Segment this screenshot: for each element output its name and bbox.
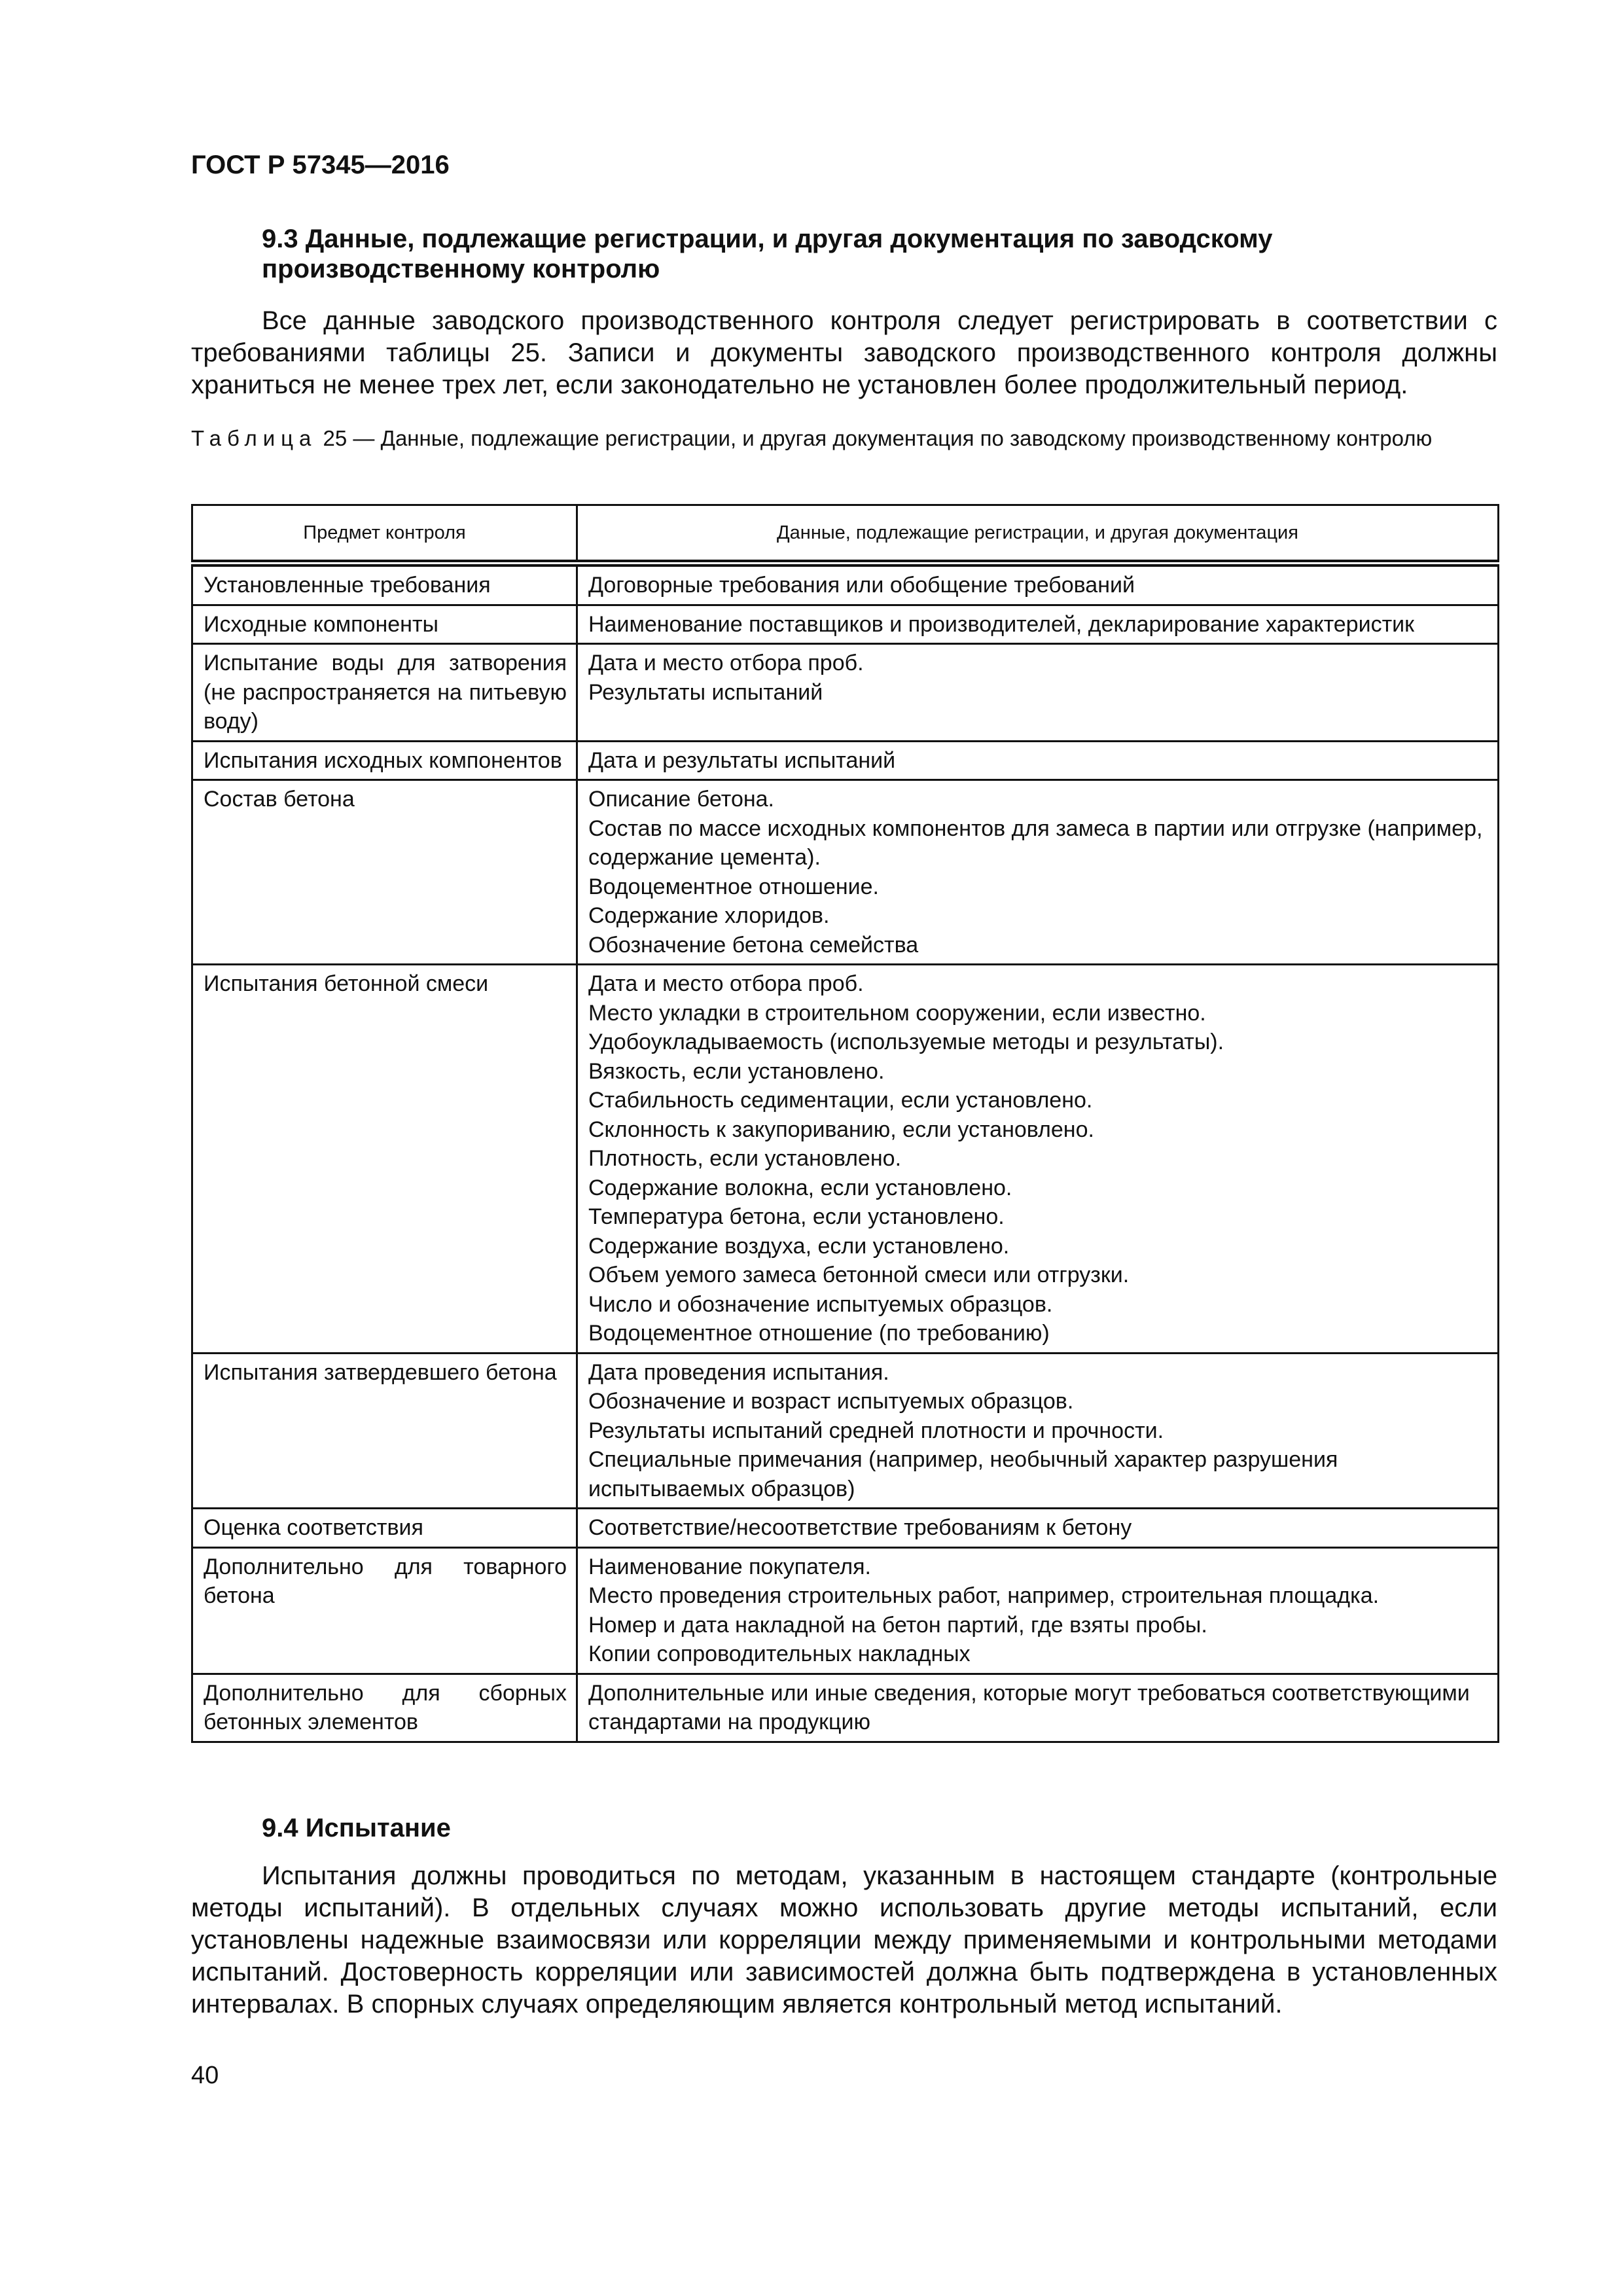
registered-data-cell xyxy=(577,605,1499,644)
table-row xyxy=(192,1353,1499,1509)
data-line: Водоцементное отношение. xyxy=(588,874,879,899)
control-subject-cell: Дополнительно для товарного бетона xyxy=(192,1547,577,1674)
control-subject-cell: Испытания затвердевшего бетона xyxy=(192,1353,577,1509)
table-row xyxy=(192,644,1499,742)
data-line: Копии сопроводительных накладных xyxy=(588,1641,971,1666)
section-9-3-paragraph: Все данные заводского производственного контроля следует регистрировать в соответствии с требованиями таблицы 25. Записи и документы заводского производственного контроля должны храниться не менее трех лет, если законодательно не установлен более продолжительный период. xyxy=(191,306,1497,399)
data-line: Обозначение бетона семейства xyxy=(588,932,919,958)
control-subject-cell: Испытание воды для затворения (не распространяется на питьевую воду) xyxy=(192,644,577,742)
table-row xyxy=(192,780,1499,965)
control-subject-cell: Оценка соответствия xyxy=(192,1509,577,1548)
table-caption-text: 25 — Данные, подлежащие регистрации, и другая документация по заводскому производственному контролю xyxy=(317,426,1433,450)
document-code: ГОСТ Р 57345—2016 xyxy=(191,151,450,179)
data-line: Содержание хлоридов. xyxy=(588,903,830,928)
table-header-row xyxy=(192,505,1499,564)
data-line: Специальные примечания (например, необычный характер разрушения испытываемых образцов) xyxy=(588,1447,1338,1501)
data-line: Удобоукладываемость (используемые методы и результаты). xyxy=(588,1030,1224,1054)
column-header-data: Данные, подлежащие регистрации, и другая документация xyxy=(577,505,1499,564)
data-line: Обозначение и возраст испытуемых образцов. xyxy=(588,1389,1074,1414)
table-row xyxy=(192,1509,1499,1548)
data-line: Результаты испытаний xyxy=(588,679,823,705)
column-header-subject: Предмет контроля xyxy=(192,505,577,564)
registered-data-cell xyxy=(577,1547,1499,1674)
table-row xyxy=(192,1674,1499,1742)
data-line: Вязкость, если установлено. xyxy=(588,1058,885,1084)
registered-data-cell xyxy=(577,741,1499,780)
data-line: Объем уемого замеса бетонной смеси или отгрузки. xyxy=(588,1263,1130,1287)
table-row xyxy=(192,605,1499,644)
data-line: Плотность, если установлено. xyxy=(588,1146,902,1171)
table-body xyxy=(192,564,1499,1742)
data-line: Дополнительные или иные сведения, которые могут требоваться соответствующими стандартами на продукцию xyxy=(588,1680,1470,1734)
registered-data-cell xyxy=(577,1353,1499,1509)
data-line: Договорные требования или обобщение требований xyxy=(588,573,1135,598)
control-subject-cell: Исходные компоненты xyxy=(192,605,577,644)
section-9-4-heading: 9.4 Испытание xyxy=(262,1814,451,1842)
table-caption-label: Таблица xyxy=(191,426,317,450)
data-line: Содержание волокна, если установлено. xyxy=(588,1175,1012,1200)
table-row xyxy=(192,1547,1499,1674)
data-line: Дата и результаты испытаний xyxy=(588,747,896,773)
control-subject-cell: Испытания бетонной смеси xyxy=(192,965,577,1354)
section-9-3-heading: 9.3 Данные, подлежащие регистрации, и другая документация по заводскому производственному контролю xyxy=(262,224,1273,283)
data-line: Склонность к закупориванию, если установлено. xyxy=(588,1117,1094,1142)
table-row xyxy=(192,965,1499,1354)
data-line: Содержание воздуха, если установлено. xyxy=(588,1233,1010,1259)
data-line: Число и обозначение испытуемых образцов. xyxy=(588,1291,1053,1317)
data-line: Номер и дата накладной на бетон партий, где взяты пробы. xyxy=(588,1612,1207,1638)
table-caption xyxy=(191,424,1497,453)
registered-data-cell xyxy=(577,965,1499,1354)
data-line: Наименование покупателя. xyxy=(588,1554,871,1579)
data-line: Температура бетона, если установлено. xyxy=(588,1204,1005,1229)
data-line: Описание бетона. xyxy=(588,787,774,812)
registered-data-cell xyxy=(577,644,1499,742)
data-line: Место укладки в строительном сооружении, если известно. xyxy=(588,1000,1206,1026)
registered-data-cell xyxy=(577,1674,1499,1742)
data-line: Дата проведения испытания. xyxy=(588,1359,889,1385)
data-line: Водоцементное отношение (по требованию) xyxy=(588,1321,1050,1346)
registered-data-cell xyxy=(577,780,1499,965)
table-row xyxy=(192,564,1499,605)
page-number: 40 xyxy=(191,2062,219,2089)
data-line: Стабильность седиментации, если установлено. xyxy=(588,1088,1093,1113)
registered-data-cell xyxy=(577,564,1499,605)
table-row xyxy=(192,741,1499,780)
control-subject-cell: Дополнительно для сборных бетонных элементов xyxy=(192,1674,577,1742)
data-line: Дата и место отбора проб. xyxy=(588,971,864,996)
section-9-4-paragraph: Испытания должны проводиться по методам, указанным в настоящем стандарте (контрольные методы испытаний). В отдельных случаях можно использовать другие методы испытаний, если установлены надежные взаимосвязи или корреляции между применяемыми и контрольными методами испытаний. Достоверность корреляции или зависимостей должна быть подтверждена в установленных интервалах. В спорных случаях определяющим является контрольный метод испытаний. xyxy=(191,1861,1497,2018)
data-line: Соответствие/несоответствие требованиям к бетону xyxy=(588,1515,1132,1540)
control-subject-cell: Испытания исходных компонентов xyxy=(192,741,577,780)
data-line: Результаты испытаний средней плотности и прочности. xyxy=(588,1418,1164,1443)
data-line: Место проведения строительных работ, например, строительная площадка. xyxy=(588,1583,1380,1608)
data-line: Дата и место отбора проб. xyxy=(588,651,864,675)
data-line: Наименование поставщиков и производителей, декларирование характеристик xyxy=(588,611,1415,637)
registered-data-cell xyxy=(577,1509,1499,1548)
data-line: Состав по массе исходных компонентов для замеса в партии или отгрузке (например, содержание цемента). xyxy=(588,816,1483,870)
control-subject-cell: Состав бетона xyxy=(192,780,577,965)
control-subject-cell: Установленные требования xyxy=(192,564,577,605)
registration-data-table xyxy=(191,504,1499,1743)
